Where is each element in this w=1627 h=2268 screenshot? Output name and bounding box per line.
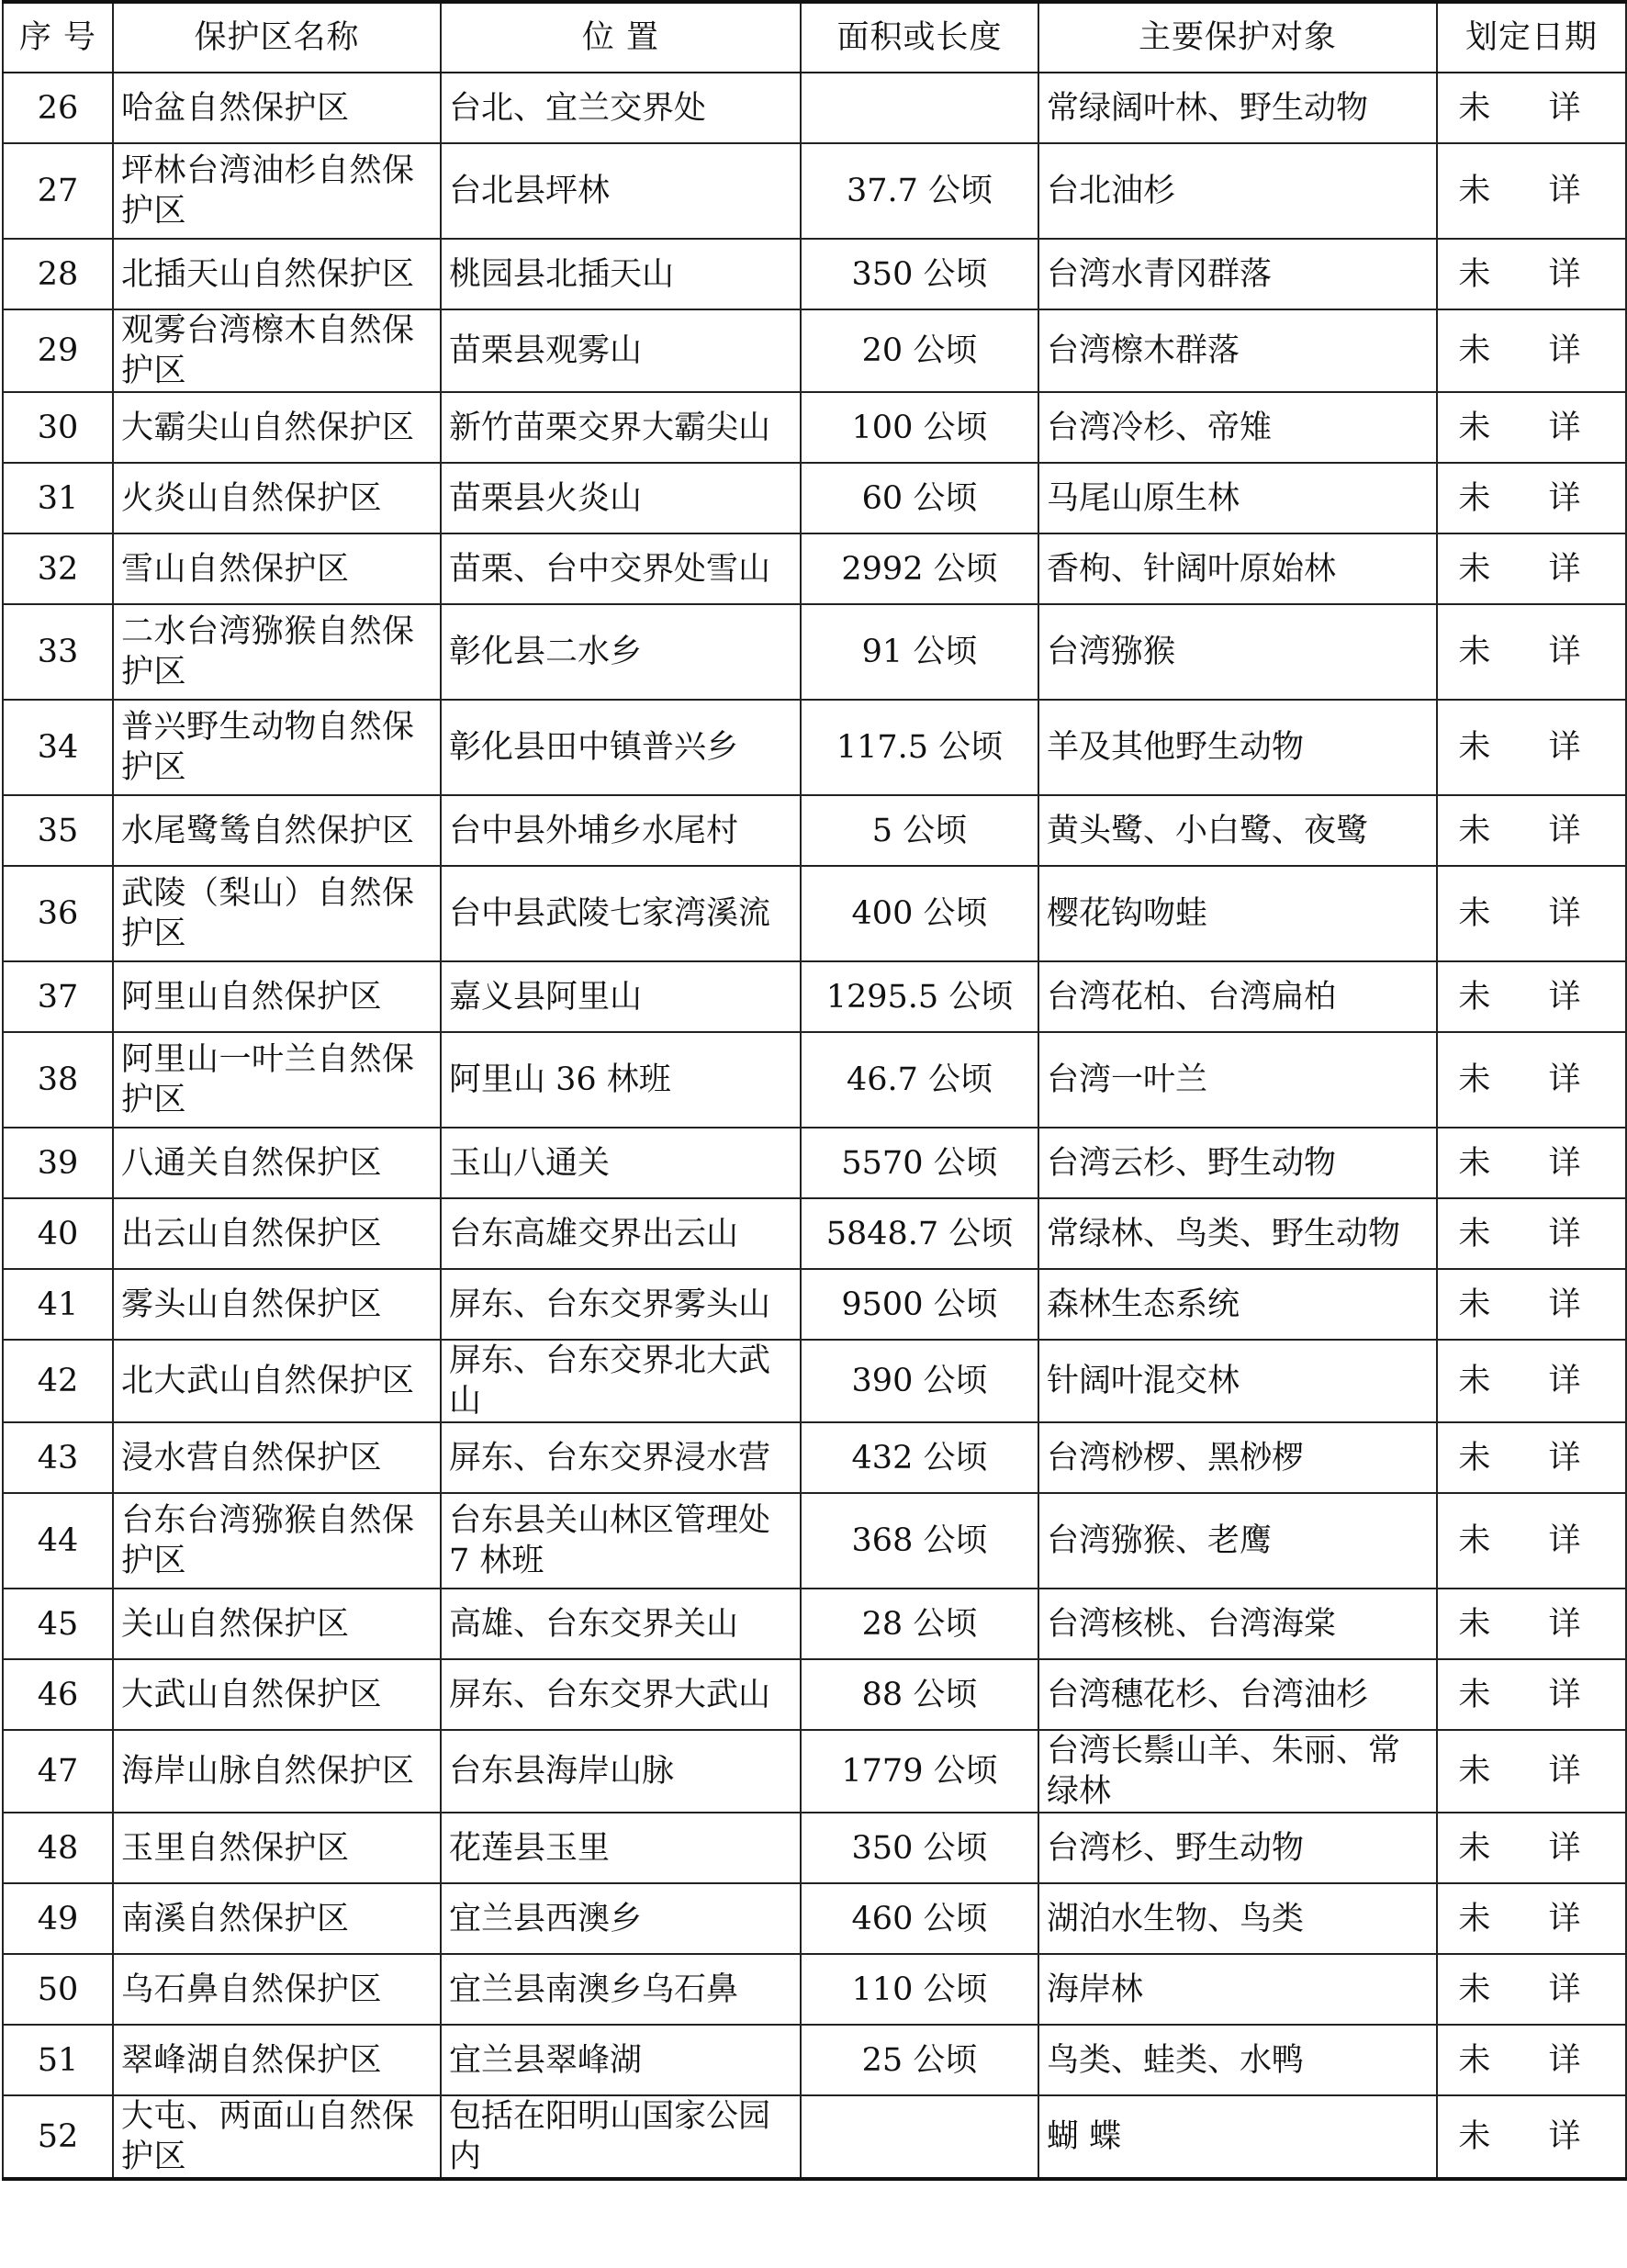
- cell-objects: 台湾核桃、台湾海棠: [1038, 1589, 1437, 1659]
- cell-area: 1779 公顷: [801, 1730, 1038, 1813]
- cell-name: 观雾台湾檫木自然保护区: [113, 309, 441, 392]
- cell-area: 390 公顷: [801, 1340, 1038, 1422]
- cell-date: 未 详: [1437, 143, 1626, 239]
- cell-no: 51: [3, 2025, 113, 2095]
- cell-area: 9500 公顷: [801, 1269, 1038, 1340]
- cell-area: 20 公顷: [801, 309, 1038, 392]
- cell-area: 5848.7 公顷: [801, 1198, 1038, 1269]
- cell-name: 台东台湾猕猴自然保护区: [113, 1493, 441, 1589]
- cell-location: 新竹苗栗交界大霸尖山: [441, 392, 801, 463]
- cell-area: 100 公顷: [801, 392, 1038, 463]
- cell-location: 屏东、台东交界雾头山: [441, 1269, 801, 1340]
- cell-objects: 台湾桫椤、黑桫椤: [1038, 1422, 1437, 1493]
- cell-no: 43: [3, 1422, 113, 1493]
- cell-name: 水尾鹭鸶自然保护区: [113, 795, 441, 866]
- cell-name: 大屯、两面山自然保护区: [113, 2095, 441, 2179]
- cell-location: 台北、宜兰交界处: [441, 73, 801, 143]
- cell-no: 41: [3, 1269, 113, 1340]
- header-objects: 主要保护对象: [1038, 2, 1437, 73]
- cell-location: 彰化县二水乡: [441, 604, 801, 700]
- table-row: [3, 1954, 1626, 2025]
- cell-no: 45: [3, 1589, 113, 1659]
- cell-location: 高雄、台东交界关山: [441, 1589, 801, 1659]
- table-row: [3, 1128, 1626, 1198]
- cell-no: 47: [3, 1730, 113, 1813]
- cell-objects: 台湾云杉、野生动物: [1038, 1128, 1437, 1198]
- table-row: [3, 143, 1626, 239]
- cell-area: 5 公顷: [801, 795, 1038, 866]
- cell-no: 38: [3, 1032, 113, 1128]
- cell-no: 26: [3, 73, 113, 143]
- cell-area: 432 公顷: [801, 1422, 1038, 1493]
- cell-date: 未 详: [1437, 1659, 1626, 1730]
- table-row: [3, 73, 1626, 143]
- cell-date: 未 详: [1437, 1493, 1626, 1589]
- cell-date: 未 详: [1437, 961, 1626, 1032]
- cell-date: 未 详: [1437, 73, 1626, 143]
- cell-area: 91 公顷: [801, 604, 1038, 700]
- cell-area: 60 公顷: [801, 463, 1038, 533]
- cell-name: 二水台湾猕猴自然保护区: [113, 604, 441, 700]
- cell-area: 1295.5 公顷: [801, 961, 1038, 1032]
- cell-date: 未 详: [1437, 1269, 1626, 1340]
- cell-objects: 蝴 蝶: [1038, 2095, 1437, 2179]
- cell-location: 宜兰县翠峰湖: [441, 2025, 801, 2095]
- cell-objects: 台湾一叶兰: [1038, 1032, 1437, 1128]
- cell-location: 屏东、台东交界浸水营: [441, 1422, 801, 1493]
- cell-date: 未 详: [1437, 463, 1626, 533]
- table-row: [3, 1032, 1626, 1128]
- cell-location: 苗栗县火炎山: [441, 463, 801, 533]
- table-row: [3, 1269, 1626, 1340]
- cell-no: 40: [3, 1198, 113, 1269]
- header-area: 面积或长度: [801, 2, 1038, 73]
- cell-area: 28 公顷: [801, 1589, 1038, 1659]
- cell-location: 嘉义县阿里山: [441, 961, 801, 1032]
- cell-no: 37: [3, 961, 113, 1032]
- cell-name: 大霸尖山自然保护区: [113, 392, 441, 463]
- cell-location: 阿里山 36 林班: [441, 1032, 801, 1128]
- cell-date: 未 详: [1437, 700, 1626, 795]
- cell-location: 台中县武陵七家湾溪流: [441, 866, 801, 961]
- cell-name: 阿里山自然保护区: [113, 961, 441, 1032]
- cell-date: 未 详: [1437, 2025, 1626, 2095]
- table-row: [3, 2095, 1626, 2179]
- cell-objects: 台湾花柏、台湾扁柏: [1038, 961, 1437, 1032]
- cell-area: 37.7 公顷: [801, 143, 1038, 239]
- header-location: 位 置: [441, 2, 801, 73]
- cell-date: 未 详: [1437, 533, 1626, 604]
- cell-date: 未 详: [1437, 1128, 1626, 1198]
- table-row: [3, 795, 1626, 866]
- cell-name: 阿里山一叶兰自然保护区: [113, 1032, 441, 1128]
- cell-objects: 马尾山原生林: [1038, 463, 1437, 533]
- table-row: [3, 239, 1626, 309]
- cell-location: 玉山八通关: [441, 1128, 801, 1198]
- cell-area: 2992 公顷: [801, 533, 1038, 604]
- table-row: [3, 866, 1626, 961]
- cell-objects: 台湾檫木群落: [1038, 309, 1437, 392]
- table-row: [3, 1198, 1626, 1269]
- cell-no: 39: [3, 1128, 113, 1198]
- cell-location: 台中县外埔乡水尾村: [441, 795, 801, 866]
- cell-objects: 台湾猕猴: [1038, 604, 1437, 700]
- table-row: [3, 1659, 1626, 1730]
- cell-name: 武陵（梨山）自然保护区: [113, 866, 441, 961]
- table-row: [3, 1813, 1626, 1883]
- cell-objects: 黄头鹭、小白鹭、夜鹭: [1038, 795, 1437, 866]
- table-row: [3, 392, 1626, 463]
- cell-date: 未 详: [1437, 1730, 1626, 1813]
- cell-no: 52: [3, 2095, 113, 2179]
- cell-location: 花莲县玉里: [441, 1813, 801, 1883]
- cell-date: 未 详: [1437, 2095, 1626, 2179]
- cell-location: 包括在阳明山国家公园内: [441, 2095, 801, 2179]
- cell-area: 368 公顷: [801, 1493, 1038, 1589]
- header-no: 序 号: [3, 2, 113, 73]
- cell-area: 117.5 公顷: [801, 700, 1038, 795]
- table-row: [3, 2025, 1626, 2095]
- cell-objects: 森林生态系统: [1038, 1269, 1437, 1340]
- cell-objects: 台湾冷杉、帝雉: [1038, 392, 1437, 463]
- cell-no: 49: [3, 1883, 113, 1954]
- table-body: [3, 73, 1626, 2179]
- cell-no: 33: [3, 604, 113, 700]
- cell-location: 台北县坪林: [441, 143, 801, 239]
- cell-objects: 樱花钩吻蛙: [1038, 866, 1437, 961]
- cell-name: 关山自然保护区: [113, 1589, 441, 1659]
- cell-name: 海岸山脉自然保护区: [113, 1730, 441, 1813]
- cell-objects: 香枸、针阔叶原始林: [1038, 533, 1437, 604]
- cell-date: 未 详: [1437, 795, 1626, 866]
- cell-location: 宜兰县南澳乡乌石鼻: [441, 1954, 801, 2025]
- cell-name: 北插天山自然保护区: [113, 239, 441, 309]
- cell-objects: 羊及其他野生动物: [1038, 700, 1437, 795]
- cell-date: 未 详: [1437, 1422, 1626, 1493]
- cell-no: 46: [3, 1659, 113, 1730]
- table-row: [3, 1422, 1626, 1493]
- cell-no: 48: [3, 1813, 113, 1883]
- cell-name: 雪山自然保护区: [113, 533, 441, 604]
- header-row: [3, 2, 1626, 73]
- cell-location: 苗栗、台中交界处雪山: [441, 533, 801, 604]
- cell-date: 未 详: [1437, 1032, 1626, 1128]
- cell-area: 88 公顷: [801, 1659, 1038, 1730]
- cell-location: 台东高雄交界出云山: [441, 1198, 801, 1269]
- cell-no: 32: [3, 533, 113, 604]
- table-row: [3, 1493, 1626, 1589]
- table-header: [3, 2, 1626, 73]
- cell-objects: 台湾杉、野生动物: [1038, 1813, 1437, 1883]
- cell-area: [801, 73, 1038, 143]
- cell-date: 未 详: [1437, 604, 1626, 700]
- cell-no: 28: [3, 239, 113, 309]
- table-row: [3, 1589, 1626, 1659]
- cell-objects: 常绿林、鸟类、野生动物: [1038, 1198, 1437, 1269]
- cell-objects: 常绿阔叶林、野生动物: [1038, 73, 1437, 143]
- cell-name: 普兴野生动物自然保护区: [113, 700, 441, 795]
- cell-area: 46.7 公顷: [801, 1032, 1038, 1128]
- cell-location: 彰化县田中镇普兴乡: [441, 700, 801, 795]
- cell-objects: 台湾水青冈群落: [1038, 239, 1437, 309]
- cell-area: 25 公顷: [801, 2025, 1038, 2095]
- table-row: [3, 961, 1626, 1032]
- cell-date: 未 详: [1437, 1883, 1626, 1954]
- cell-date: 未 详: [1437, 309, 1626, 392]
- table-row: [3, 1883, 1626, 1954]
- cell-area: 350 公顷: [801, 239, 1038, 309]
- cell-area: 350 公顷: [801, 1813, 1038, 1883]
- cell-area: 110 公顷: [801, 1954, 1038, 2025]
- cell-location: 台东县关山林区管理处 7 林班: [441, 1493, 801, 1589]
- cell-no: 35: [3, 795, 113, 866]
- cell-no: 31: [3, 463, 113, 533]
- cell-name: 哈盆自然保护区: [113, 73, 441, 143]
- cell-name: 乌石鼻自然保护区: [113, 1954, 441, 2025]
- cell-area: [801, 2095, 1038, 2179]
- cell-location: 宜兰县西澳乡: [441, 1883, 801, 1954]
- cell-no: 42: [3, 1340, 113, 1422]
- protected-areas-table: [2, 0, 1627, 2181]
- cell-location: 屏东、台东交界大武山: [441, 1659, 801, 1730]
- cell-objects: 台湾穗花杉、台湾油杉: [1038, 1659, 1437, 1730]
- cell-no: 27: [3, 143, 113, 239]
- cell-name: 火炎山自然保护区: [113, 463, 441, 533]
- table-row: [3, 533, 1626, 604]
- cell-date: 未 详: [1437, 1813, 1626, 1883]
- cell-no: 29: [3, 309, 113, 392]
- cell-no: 44: [3, 1493, 113, 1589]
- table-row: [3, 463, 1626, 533]
- cell-name: 雾头山自然保护区: [113, 1269, 441, 1340]
- cell-location: 苗栗县观雾山: [441, 309, 801, 392]
- cell-date: 未 详: [1437, 239, 1626, 309]
- cell-no: 36: [3, 866, 113, 961]
- cell-no: 50: [3, 1954, 113, 2025]
- cell-area: 400 公顷: [801, 866, 1038, 961]
- table-row: [3, 604, 1626, 700]
- cell-name: 玉里自然保护区: [113, 1813, 441, 1883]
- cell-location: 台东县海岸山脉: [441, 1730, 801, 1813]
- cell-objects: 针阔叶混交林: [1038, 1340, 1437, 1422]
- cell-name: 北大武山自然保护区: [113, 1340, 441, 1422]
- cell-location: 屏东、台东交界北大武山: [441, 1340, 801, 1422]
- cell-name: 八通关自然保护区: [113, 1128, 441, 1198]
- cell-name: 南溪自然保护区: [113, 1883, 441, 1954]
- cell-date: 未 详: [1437, 392, 1626, 463]
- cell-objects: 台湾长鬃山羊、朱丽、常绿林: [1038, 1730, 1437, 1813]
- cell-objects: 台湾猕猴、老鹰: [1038, 1493, 1437, 1589]
- cell-objects: 湖泊水生物、鸟类: [1038, 1883, 1437, 1954]
- table-row: [3, 1730, 1626, 1813]
- cell-name: 出云山自然保护区: [113, 1198, 441, 1269]
- cell-location: 桃园县北插天山: [441, 239, 801, 309]
- cell-area: 460 公顷: [801, 1883, 1038, 1954]
- table-row: [3, 1340, 1626, 1422]
- cell-date: 未 详: [1437, 1954, 1626, 2025]
- cell-date: 未 详: [1437, 866, 1626, 961]
- cell-objects: 鸟类、蛙类、水鸭: [1038, 2025, 1437, 2095]
- header-date: 划定日期: [1437, 2, 1626, 73]
- cell-name: 坪林台湾油杉自然保护区: [113, 143, 441, 239]
- cell-no: 30: [3, 392, 113, 463]
- cell-objects: 台北油杉: [1038, 143, 1437, 239]
- table-row: [3, 309, 1626, 392]
- cell-name: 翠峰湖自然保护区: [113, 2025, 441, 2095]
- header-name: 保护区名称: [113, 2, 441, 73]
- cell-name: 浸水营自然保护区: [113, 1422, 441, 1493]
- cell-objects: 海岸林: [1038, 1954, 1437, 2025]
- table-row: [3, 700, 1626, 795]
- cell-no: 34: [3, 700, 113, 795]
- cell-name: 大武山自然保护区: [113, 1659, 441, 1730]
- cell-date: 未 详: [1437, 1340, 1626, 1422]
- cell-date: 未 详: [1437, 1589, 1626, 1659]
- cell-date: 未 详: [1437, 1198, 1626, 1269]
- cell-area: 5570 公顷: [801, 1128, 1038, 1198]
